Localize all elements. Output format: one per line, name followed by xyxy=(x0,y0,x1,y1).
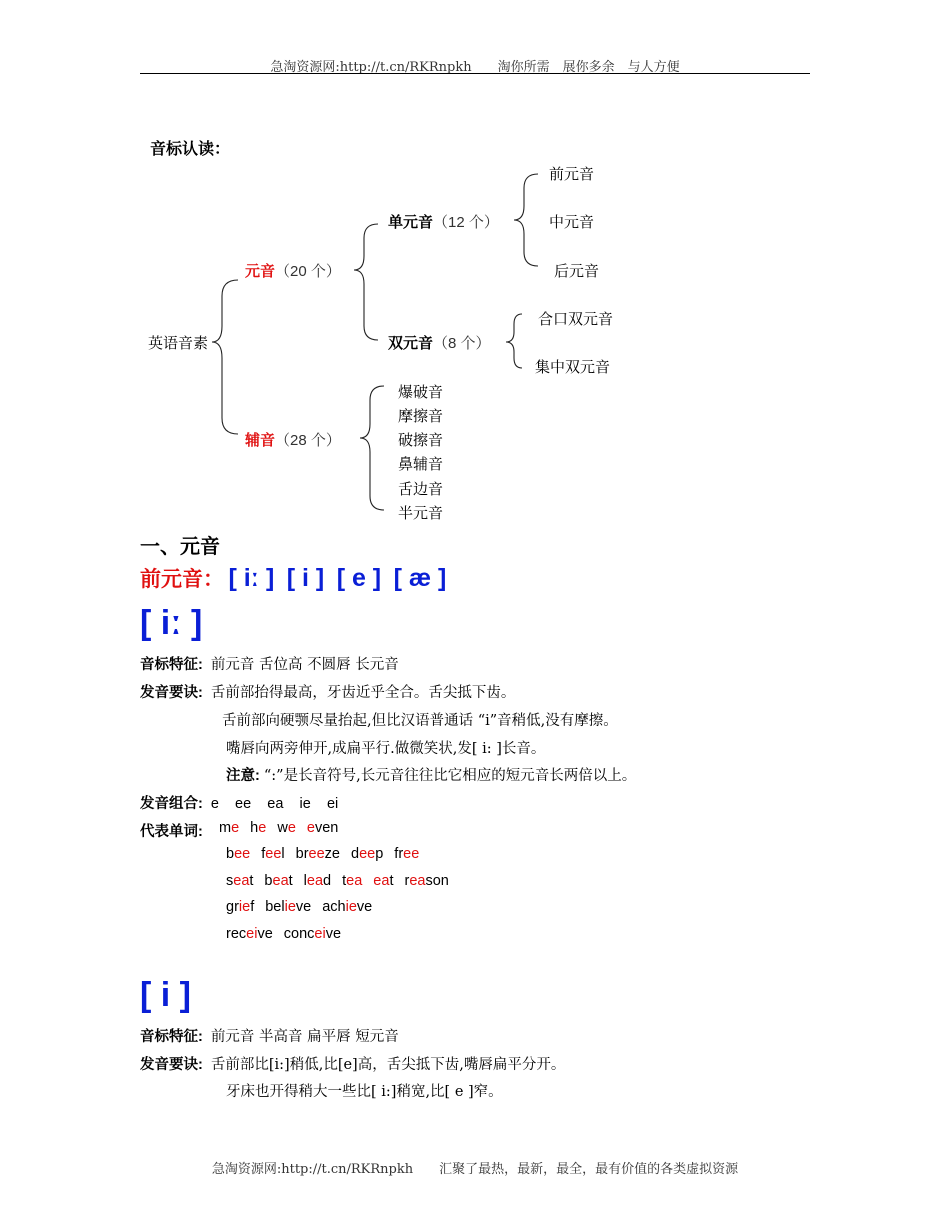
highlight-letters: ie xyxy=(238,899,251,915)
highlight-letters: ea xyxy=(373,873,390,889)
word-part: b xyxy=(226,846,235,862)
example-word xyxy=(226,899,254,915)
highlight-letters: ee xyxy=(265,846,282,862)
word-part: ve xyxy=(325,926,342,942)
word-part: w xyxy=(277,820,288,836)
word-row xyxy=(226,926,352,942)
front-vowel-symbol: [ iː ] xyxy=(228,564,275,592)
footer-site: 急淘资源网:http://t.cn/RKRnpkh xyxy=(211,1162,414,1177)
tree-cons-item: 舌边音 xyxy=(398,481,444,498)
tips-text: 舌前部向硬颚尽量抬起,但比汉语普通话 “i”音稍低,没有摩擦。 xyxy=(222,713,618,729)
brace-monophthong xyxy=(514,174,538,266)
i-short-feature-row xyxy=(140,1025,399,1046)
feature-text: 前元音 半高音 扁平唇 短元音 xyxy=(210,1029,399,1045)
i-short-symbol: [ i ] xyxy=(140,976,191,1014)
tips-label: 发音要诀: xyxy=(140,685,203,701)
header-site: 急淘资源网:http://t.cn/RKRnpkh xyxy=(270,60,472,75)
tree-diph-item: 合口双元音 xyxy=(538,311,614,328)
tree-monophthong xyxy=(388,211,499,232)
example-word xyxy=(307,820,338,836)
note-text: “:”是长音符号,长元音往往比它相应的短元音长两倍以上。 xyxy=(263,768,637,784)
front-vowel-symbol: [ æ ] xyxy=(393,564,447,592)
highlight-letters: ee xyxy=(308,846,325,862)
example-word xyxy=(351,846,383,862)
example-word xyxy=(226,873,253,889)
combo-row xyxy=(140,792,338,813)
highlight-letters: e xyxy=(287,820,296,836)
i-short-tips-row xyxy=(140,1053,565,1074)
example-word xyxy=(304,873,331,889)
highlight-letters: ee xyxy=(359,846,376,862)
example-word xyxy=(296,846,340,862)
footer-slogan: 汇聚了最热，最新，最全，最有价值的各类虚拟资源 xyxy=(439,1162,739,1177)
highlight-letters: ea xyxy=(409,873,426,889)
note-row xyxy=(226,764,636,785)
tree-consonant-count: （28 个） xyxy=(275,432,341,449)
tips-text: 牙床也开得稍大一些比[ i:]稍宽,比[ e ]窄。 xyxy=(226,1084,503,1100)
highlight-letters: ee xyxy=(403,846,420,862)
front-vowel-symbol: [ i ] xyxy=(286,564,325,592)
word-part: t xyxy=(288,873,293,889)
word-part: bel xyxy=(265,899,285,915)
example-word xyxy=(277,820,296,836)
word-part: t xyxy=(342,873,347,889)
tree-title: 音标认读： xyxy=(150,141,231,158)
word-part: l xyxy=(303,873,307,889)
word-row xyxy=(226,846,430,862)
feature-label: 音标特征: xyxy=(140,1029,203,1045)
i-long-symbol: [ iː ] xyxy=(140,604,203,642)
example-word xyxy=(394,846,419,862)
word-part: fr xyxy=(394,846,404,862)
i-long-feature-row xyxy=(140,653,399,674)
tree-mono-item: 前元音 xyxy=(549,166,595,183)
word-part: ze xyxy=(324,846,340,862)
word-part: ve xyxy=(257,926,273,942)
word-part: br xyxy=(295,846,309,862)
brace-diphthong xyxy=(506,314,522,368)
example-word xyxy=(226,926,273,942)
word-part: ve xyxy=(295,899,312,915)
tree-monophthong-count: （12 个） xyxy=(433,214,499,231)
word-part: t xyxy=(389,873,394,889)
highlight-letters: ea xyxy=(306,873,324,889)
tree-diphthong xyxy=(388,332,491,353)
tree-mono-item: 后元音 xyxy=(554,263,600,280)
example-word xyxy=(284,926,341,942)
word-part: ve xyxy=(356,899,373,915)
front-vowels-line xyxy=(140,563,446,593)
word-part: rec xyxy=(226,926,247,942)
word-part: h xyxy=(250,820,259,836)
tree-mono-item: 中元音 xyxy=(549,214,595,231)
example-word xyxy=(264,873,292,889)
combo-label: 发音组合: xyxy=(140,796,203,812)
tree-consonant xyxy=(245,429,341,450)
word-part: p xyxy=(375,846,384,862)
word-part: r xyxy=(404,873,410,889)
word-part: ach xyxy=(322,899,346,915)
example-word xyxy=(265,899,311,915)
tree-cons-item: 爆破音 xyxy=(398,384,444,401)
example-word xyxy=(219,820,239,836)
word-part: f xyxy=(261,846,266,862)
i-long-tips-row xyxy=(140,681,515,702)
highlight-letters: ei xyxy=(314,926,326,942)
tips-label: 发音要诀: xyxy=(140,1057,203,1073)
tree-root: 英语音素 xyxy=(148,335,209,352)
tree-diphthong-label: 双元音 xyxy=(388,335,434,352)
section-heading: 一、元音 xyxy=(140,536,220,558)
example-word xyxy=(261,846,284,862)
word-row xyxy=(226,873,460,889)
tips-text: 舌前部抬得最高，牙齿近乎全合。舌尖抵下齿。 xyxy=(210,685,516,701)
word-part: t xyxy=(249,873,254,889)
word-part: l xyxy=(281,846,285,862)
front-vowel-symbol: [ e ] xyxy=(336,564,382,592)
highlight-letters: ea xyxy=(272,873,289,889)
word-part: gr xyxy=(226,899,239,915)
brace-vowel xyxy=(354,224,378,340)
tips-text: 嘴唇向两旁伸开,成扁平行.做微笑状,发[ i: ]长音。 xyxy=(226,741,546,757)
tree-vowel-label: 元音 xyxy=(245,263,276,280)
example-word xyxy=(373,873,393,889)
combo-text: e ee ea ie ei xyxy=(210,796,339,812)
word-part: conc xyxy=(283,926,315,942)
tree-diphthong-count: （8 个） xyxy=(433,335,491,352)
tree-cons-item: 破擦音 xyxy=(398,432,444,449)
note-label: 注意: xyxy=(226,768,260,784)
highlight-letters: ea xyxy=(346,873,363,889)
example-word xyxy=(322,899,372,915)
word-part: d xyxy=(351,846,360,862)
tree-diph-item: 集中双元音 xyxy=(535,359,611,376)
tree-vowel xyxy=(245,260,341,281)
word-part: son xyxy=(425,873,449,889)
page-footer xyxy=(0,1158,950,1177)
word-part: b xyxy=(264,873,273,889)
brace-root xyxy=(212,280,238,434)
example-word xyxy=(342,873,362,889)
tree-vowel-count: （20 个） xyxy=(275,263,341,280)
word-part: d xyxy=(323,873,332,889)
tree-cons-item: 鼻辅音 xyxy=(398,456,444,473)
word-part: f xyxy=(250,899,255,915)
feature-text: 前元音 舌位高 不圆唇 长元音 xyxy=(210,657,399,673)
tree-cons-item: 半元音 xyxy=(398,505,444,522)
example-word xyxy=(404,873,448,889)
highlight-letters: ee xyxy=(234,846,251,862)
highlight-letters: ea xyxy=(233,873,250,889)
tips-text: 舌前部比[i:]稍低,比[e]高，舌尖抵下齿,嘴唇扁平分开。 xyxy=(210,1057,566,1073)
highlight-letters: e xyxy=(231,820,240,836)
word-part: m xyxy=(219,820,232,836)
word-row xyxy=(219,820,349,836)
front-vowels-label: 前元音： xyxy=(140,568,224,591)
tree-cons-item: 摩擦音 xyxy=(398,408,444,425)
highlight-letters: e xyxy=(258,820,267,836)
header-slogan: 淘你所需 展你多余 与人方便 xyxy=(497,60,680,75)
brace-consonant xyxy=(360,386,384,510)
word-row xyxy=(226,899,383,915)
highlight-letters: ie xyxy=(284,899,296,915)
highlight-letters: ei xyxy=(246,926,258,942)
tree-consonant-label: 辅音 xyxy=(245,432,276,449)
highlight-letters: ie xyxy=(345,899,357,915)
words-label: 代表单词: xyxy=(140,824,203,840)
tree-monophthong-label: 单元音 xyxy=(388,214,434,231)
example-word xyxy=(250,820,266,836)
feature-label: 音标特征: xyxy=(140,657,203,673)
tree-braces xyxy=(0,0,950,560)
word-part: ven xyxy=(314,820,339,836)
word-part: s xyxy=(226,873,234,889)
example-word xyxy=(226,846,250,862)
highlight-letters: e xyxy=(306,820,315,836)
